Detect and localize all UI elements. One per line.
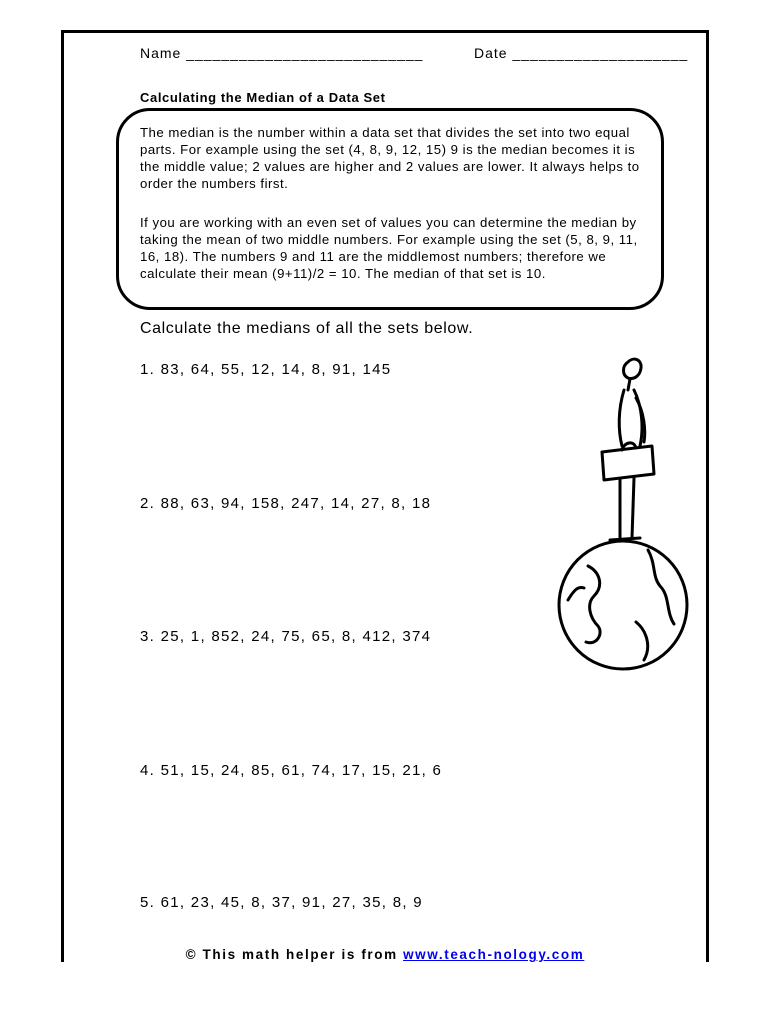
footer-link[interactable]: www.teach-nology.com [403, 947, 585, 962]
problem-2: 2. 88, 63, 94, 158, 247, 14, 27, 8, 18 [140, 495, 432, 512]
footer-text: © This math helper is from [185, 947, 404, 962]
person-on-globe-illustration [548, 350, 698, 680]
problem-5: 5. 61, 23, 45, 8, 37, 91, 27, 35, 8, 9 [140, 894, 423, 911]
explanation-paragraph-2: If you are working with an even set of values you can determine the median by taking the mean of two middle numbers. For example using the set (5, 8, 9, 11, 16, 18). The numbers 9 and 11 are the middlemost numbers; therefore we calculate their mean (9+11)/2 = 10. The median of that set is 10. [140, 215, 638, 281]
worksheet-title: Calculating the Median of a Data Set [140, 90, 386, 105]
page-border-left [61, 30, 64, 962]
instructions: Calculate the medians of all the sets below. [140, 320, 474, 337]
footer [0, 947, 770, 962]
date-field[interactable]: Date ____________________ [474, 45, 689, 61]
problem-1: 1. 83, 64, 55, 12, 14, 8, 91, 145 [140, 361, 392, 378]
problem-3: 3. 25, 1, 852, 24, 75, 65, 8, 412, 374 [140, 628, 432, 645]
explanation-paragraph-1: The median is the number within a data set that divides the set into two equal parts. For example using the set (4, 8, 9, 12, 15) 9 is the median becomes it is the middle value; 2 values are higher and 2 values are lower. It always helps to order the numbers first. [140, 125, 640, 191]
name-field[interactable]: Name ___________________________ [140, 45, 424, 61]
problem-4: 4. 51, 15, 24, 85, 61, 74, 17, 15, 21, 6 [140, 762, 443, 779]
page-border-top [61, 30, 709, 33]
page-border-right [706, 30, 709, 962]
